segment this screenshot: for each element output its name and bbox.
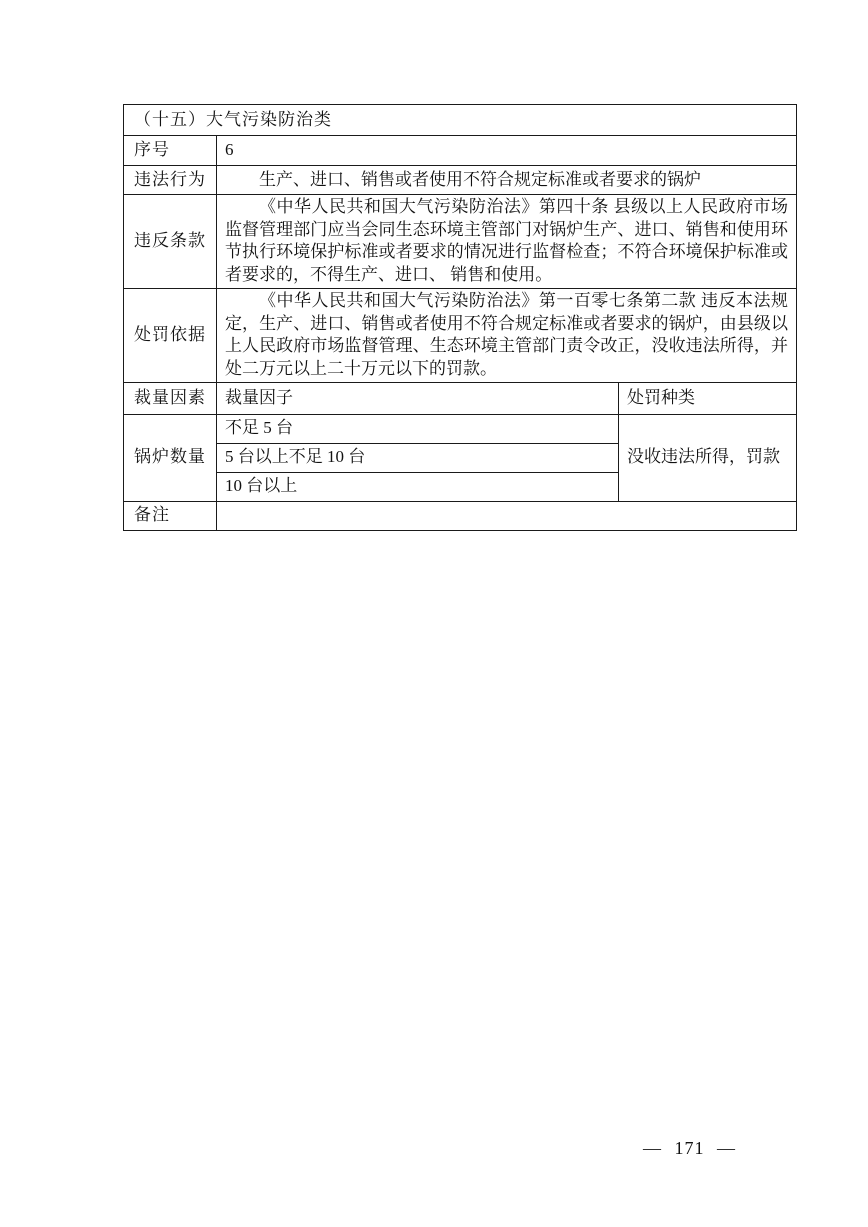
- boiler-count-label: 锅炉数量: [124, 414, 217, 501]
- serial-label: 序号: [124, 136, 217, 166]
- table-row-penalty-basis: [124, 288, 797, 382]
- penalty-basis-label: 处罚依据: [124, 288, 217, 382]
- violation-label: 违法行为: [124, 166, 217, 195]
- table-row-discretion-headers: [124, 382, 797, 414]
- boiler-count-factor-2: 5 台以上不足 10 台: [217, 443, 619, 472]
- boiler-count-factor-1: 不足 5 台: [217, 414, 619, 443]
- discretion-label: 裁量因素: [124, 382, 217, 414]
- table-row-factor-1: [124, 414, 797, 443]
- serial-value: 6: [217, 136, 797, 166]
- boiler-count-factor-3: 10 台以上: [217, 472, 619, 501]
- table-row-violation: [124, 166, 797, 195]
- table-row-category: [124, 105, 797, 136]
- regulation-penalty-table: [123, 104, 797, 531]
- remark-value: [217, 501, 797, 530]
- table-row-clause: [124, 195, 797, 289]
- category-header: （十五）大气污染防治类: [124, 105, 797, 136]
- boiler-count-penalty: 没收违法所得，罚款: [619, 414, 797, 501]
- discretion-factor-header: 裁量因子: [217, 382, 619, 414]
- remark-label: 备注: [124, 501, 217, 530]
- table-row-remark: [124, 501, 797, 530]
- violation-value: 生产、进口、销售或者使用不符合规定标准或者要求的锅炉: [217, 166, 797, 195]
- table-row-serial: [124, 136, 797, 166]
- penalty-type-header: 处罚种类: [619, 382, 797, 414]
- clause-label: 违反条款: [124, 195, 217, 289]
- penalty-basis-value: 《中华人民共和国大气污染防治法》第一百零七条第二款 违反本法规定，生产、进口、销售或者使用不符合规定标准或者要求的锅炉，由县级以上人民政府市场监督管理、生态环境主管部门责令改正，没收违法所得，并处二万元以上二十万元以下的罚款。: [217, 288, 797, 382]
- page-number: — 171 —: [643, 1138, 736, 1158]
- clause-value: 《中华人民共和国大气污染防治法》第四十条 县级以上人民政府市场监督管理部门应当会同生态环境主管部门对锅炉生产、进口、销售和使用环节执行环境保护标准或者要求的情况进行监督检查；不符合环境保护标准或者要求的，不得生产、进口、 销售和使用。: [217, 195, 797, 289]
